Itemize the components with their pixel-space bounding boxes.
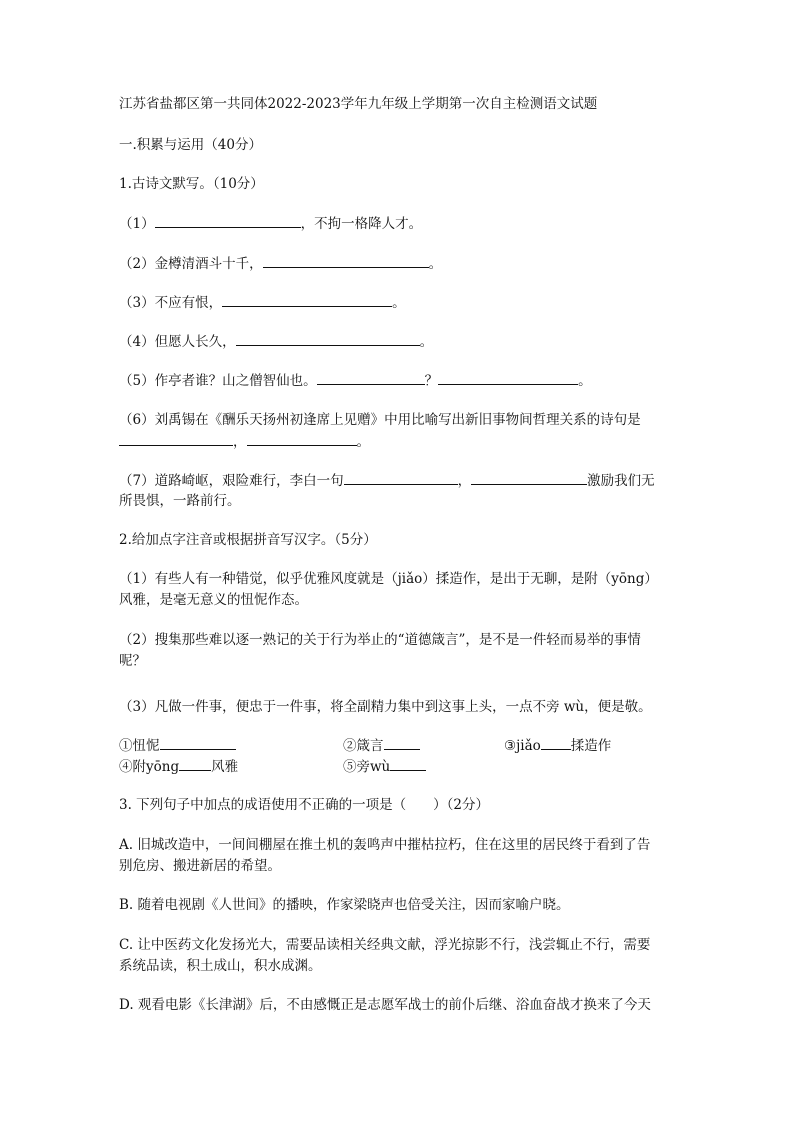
q3-choice-a: A. 旧城改造中，一间间棚屋在推土机的轰鸣声中摧枯拉朽，住在这里的居民终于看到了告 <box>119 837 651 853</box>
q1-item-1: （1） ，不拘一格降人才。 <box>119 213 422 234</box>
q1-item-7-line2: 所畏惧，一路前行。 <box>119 493 241 509</box>
question-2-heading: 2.给加点字注音或根据拼音写汉字。（5分） <box>119 532 377 548</box>
q1-item-5: （5）作亭者谁？山之僧智仙也。 ？ 。 <box>119 370 592 391</box>
q2-passage-1: （1）有些人有一种错觉，似乎优雅风度就是（jiǎo）揉造作，是出于无聊，是附（yōng） <box>119 571 658 587</box>
q2-passage-2: （2）搜集那些难以逐一熟记的关于行为举止的“道德箴言”，是不是一件轻而易举的事情 <box>119 632 641 648</box>
q1-item-3: （3）不应有恨， 。 <box>119 292 406 313</box>
answer-blank[interactable] <box>317 370 425 385</box>
answer-blank[interactable] <box>179 756 211 771</box>
answer-blank[interactable] <box>160 735 236 750</box>
q2-passage-3: （3）凡做一件事，便忠于一件事，将全副精力集中到这事上头，一点不旁 wù，便是敬。 <box>119 699 652 715</box>
q3-choice-b: B. 随着电视剧《人世间》的播映，作家梁晓声也倍受关注，因而家喻户晓。 <box>119 897 570 913</box>
answer-blank[interactable] <box>438 370 578 385</box>
q3-choice-a-line2: 别危房、搬进新居的希望。 <box>119 858 281 874</box>
answer-blank[interactable] <box>390 756 426 771</box>
answer-blank[interactable] <box>344 470 458 485</box>
q2-option-4: ④附yōng 风雅 <box>119 756 238 777</box>
answer-blank[interactable] <box>119 431 233 446</box>
answer-blank[interactable] <box>541 735 571 750</box>
q1-item-6: （6）刘禹锡在《酬乐天扬州初逢席上见赠》中用比喻写出新旧事物间哲理关系的诗句是 <box>119 412 641 428</box>
q2-option-3: ③jiǎo 揉造作 <box>504 735 611 756</box>
answer-blank[interactable] <box>155 213 301 228</box>
q2-passage-1-line2: 风雅，是毫无意义的忸怩作态。 <box>119 592 308 608</box>
question-1-heading: 1.古诗文默写。（10分） <box>119 176 264 192</box>
q2-option-5: ⑤旁wù <box>343 756 426 777</box>
answer-blank[interactable] <box>384 735 420 750</box>
q3-choice-d: D. 观看电影《长津湖》后，不由感慨正是志愿军战士的前仆后继、浴血奋战才换来了今天 <box>119 997 651 1013</box>
q2-passage-2-line2: 呢？ <box>119 653 146 669</box>
document-title: 江苏省盐都区第一共同体2022-2023学年九年级上学期第一次自主检测语文试题 <box>119 96 598 112</box>
answer-blank[interactable] <box>236 331 420 346</box>
answer-blank[interactable] <box>471 470 587 485</box>
q3-choice-c-line2: 系统品读，积土成山，积水成渊。 <box>119 958 322 974</box>
q2-option-2: ②箴言 <box>343 735 420 756</box>
q1-item-7: （7）道路崎岖，艰险难行，李白一句 ， 激励我们无 <box>119 470 655 491</box>
q2-option-1: ①忸怩 <box>119 735 236 756</box>
answer-blank[interactable] <box>222 292 392 307</box>
q3-choice-c: C. 让中医药文化发扬光大，需要品读相关经典文献，浮光掠影不行，浅尝辄止不行，需要 <box>119 937 651 953</box>
q1-item-4: （4）但愿人长久， 。 <box>119 331 433 352</box>
section-heading: 一.积累与运用（40分） <box>119 137 262 153</box>
question-3-heading: 3. 下列句子中加点的成语使用不正确的一项是（ ）（2分） <box>119 797 490 813</box>
answer-blank[interactable] <box>247 431 357 446</box>
q1-item-2: （2）金樽清酒斗十千， 。 <box>119 253 442 274</box>
q1-item-6-line2: ， 。 <box>119 431 370 452</box>
answer-blank[interactable] <box>263 253 429 268</box>
